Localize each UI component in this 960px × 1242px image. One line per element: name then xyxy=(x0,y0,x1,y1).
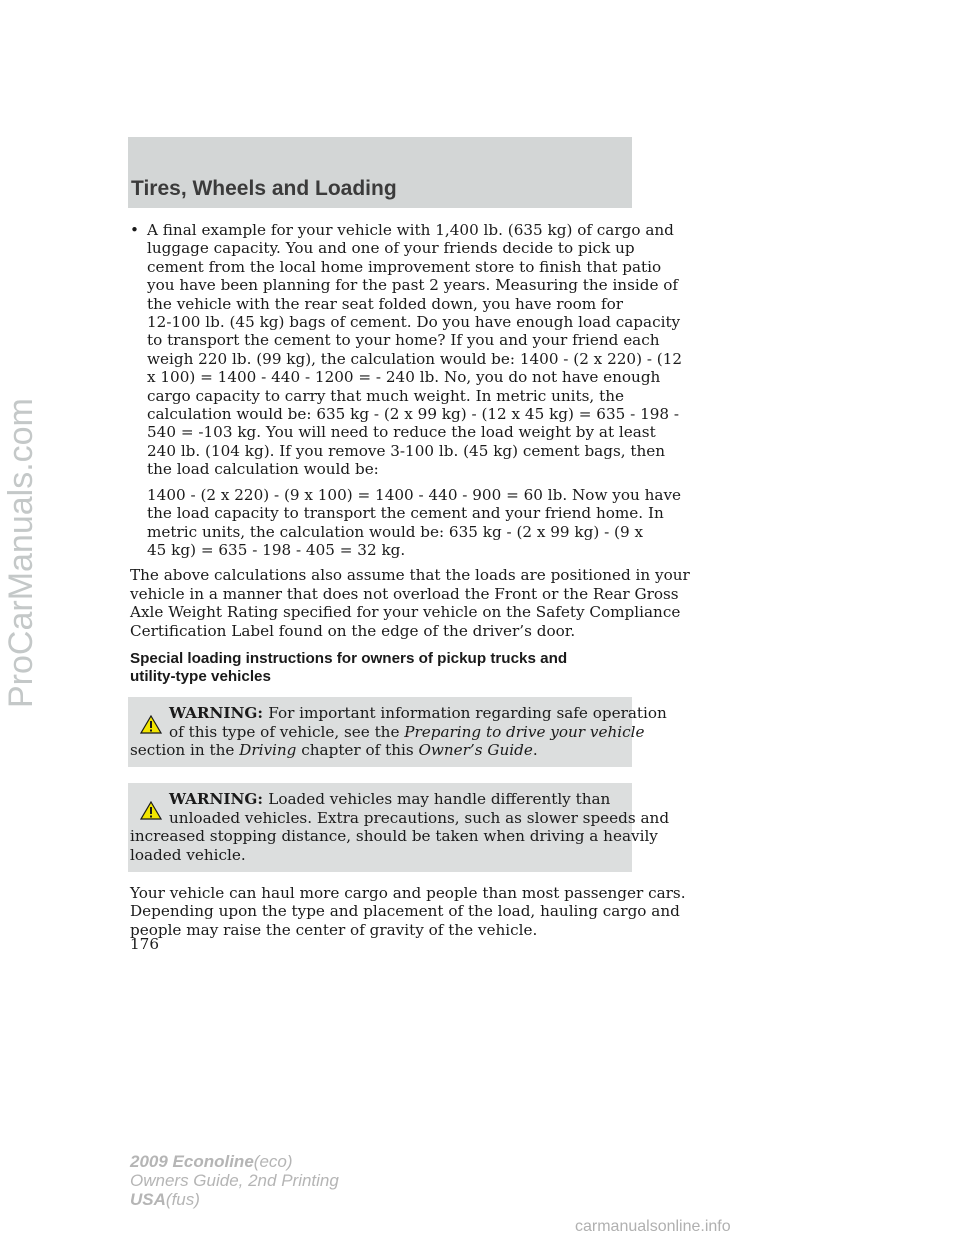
example-bullet-item xyxy=(130,221,683,559)
footer-edition xyxy=(130,1152,339,1209)
warning-line xyxy=(128,790,624,808)
section-reference: Preparing to drive your vehicle xyxy=(404,722,645,741)
text-line: 540 = -103 kg. You will need to reduce the load weight by at least xyxy=(147,423,656,442)
footer-line xyxy=(130,1190,339,1209)
chapter-reference: Driving xyxy=(239,740,302,759)
text-line: calculation would be: 635 kg - (2 x 99 kg) - (12 x 45 kg) = 635 - 198 - xyxy=(147,405,680,424)
warning-line: unloaded vehicles. Extra precautions, such as slower speeds and xyxy=(169,808,670,827)
text-line: people may raise the center of gravity of the vehicle. xyxy=(130,920,538,939)
warning-text: section in the xyxy=(130,740,240,759)
heading-line: Special loading instructions for owners of pickup trucks and xyxy=(130,649,568,667)
footer-code: (fus) xyxy=(165,1190,200,1209)
text-line: 12-100 lb. (45 kg) bags of cement. Do you have enough load capacity xyxy=(147,313,681,332)
text-line: x 100) = 1400 - 440 - 1200 = - 240 lb. No, you do not have enough xyxy=(147,368,661,387)
warning-triangle-icon xyxy=(140,715,162,734)
text-line: to transport the cement to your home? If you and your friend each xyxy=(147,331,660,350)
warning-label: WARNING: xyxy=(169,704,269,723)
text-line: you have been planning for the past 2 years. Measuring the inside of xyxy=(147,276,679,295)
example-paragraph xyxy=(130,221,683,479)
text-line: the load calculation would be: xyxy=(147,460,379,479)
warning-text: . xyxy=(532,740,538,759)
warning-line xyxy=(128,704,667,723)
guide-reference: Owner’s Guide xyxy=(418,740,533,759)
warning-line: loaded vehicle. xyxy=(130,845,246,864)
text-line: luggage capacity. You and one of your friends decide to pick up xyxy=(147,239,635,258)
footer-line: Owners Guide, 2nd Printing xyxy=(130,1171,339,1190)
footer-code: (eco) xyxy=(253,1152,293,1171)
footer-line xyxy=(130,1152,339,1171)
warning-text: chapter of this xyxy=(301,740,419,759)
footer-model: 2009 Econoline xyxy=(130,1152,254,1171)
bottom-watermark: carmanualsonline.info xyxy=(575,1218,731,1235)
text-line: the vehicle with the rear seat folded down, you have room for xyxy=(147,294,624,313)
warning-text: For important information regarding safe operation xyxy=(268,704,667,723)
text-line: cargo capacity to carry that much weight. In metric units, the xyxy=(147,386,624,405)
text-line: cement from the local home improvement store to finish that patio xyxy=(147,257,662,276)
text-line: The above calculations also assume that the loads are positioned in your xyxy=(130,566,690,585)
text-line: vehicle in a manner that does not overload the Front or the Rear Gross xyxy=(130,584,679,603)
text-line: 1400 - (2 x 220) - (9 x 100) = 1400 - 440 - 900 = 60 lb. Now you have xyxy=(147,485,682,504)
warning-line xyxy=(128,722,645,741)
warning-text: Loaded vehicles may handle differently than xyxy=(268,790,611,809)
warning-box-2 xyxy=(128,783,670,872)
assumption-paragraph xyxy=(130,566,690,640)
text-line: metric units, the calculation would be: 635 kg - (2 x 99 kg) - (9 x xyxy=(147,522,644,541)
text-line: 240 lb. (104 kg). If you remove 3-100 lb. (45 kg) cement bags, then xyxy=(147,441,666,460)
warning-text: of this type of vehicle, see the xyxy=(169,722,405,741)
page-content xyxy=(130,221,690,939)
text-line: the load capacity to transport the cement and your friend home. In xyxy=(147,504,664,523)
text-line: weigh 220 lb. (99 kg), the calculation would be: 1400 - (2 x 220) - (12 xyxy=(147,349,683,368)
heading-line: utility-type vehicles xyxy=(130,667,271,685)
text-line: Your vehicle can haul more cargo and people than most passenger cars. xyxy=(130,883,686,902)
warning-box-1 xyxy=(128,697,667,767)
warning-label: WARNING: xyxy=(169,790,269,809)
example-continuation xyxy=(130,485,682,560)
text-line: Axle Weight Rating specified for your vehicle on the Safety Compliance xyxy=(130,603,681,622)
footer-region: USA xyxy=(130,1190,166,1209)
text-line: 45 kg) = 635 - 198 - 405 = 32 kg. xyxy=(147,540,406,559)
text-line: Depending upon the type and placement of the load, hauling cargo and xyxy=(130,902,680,921)
page-number: 176 xyxy=(130,935,159,953)
warning-line: increased stopping distance, should be taken when driving a heavily xyxy=(130,827,658,846)
side-watermark: ProCarManuals.com xyxy=(2,398,40,708)
closing-paragraph xyxy=(130,883,686,939)
text-line: Certification Label found on the edge of the driver’s door. xyxy=(130,621,576,640)
section-heading xyxy=(130,650,634,685)
page-title: Tires, Wheels and Loading xyxy=(131,177,397,200)
warning-line xyxy=(128,741,624,759)
text-line: A final example for your vehicle with 1,400 lb. (635 kg) of cargo and xyxy=(147,221,674,239)
warning-triangle-icon xyxy=(140,801,162,820)
bullet-glyph: • xyxy=(130,221,139,239)
